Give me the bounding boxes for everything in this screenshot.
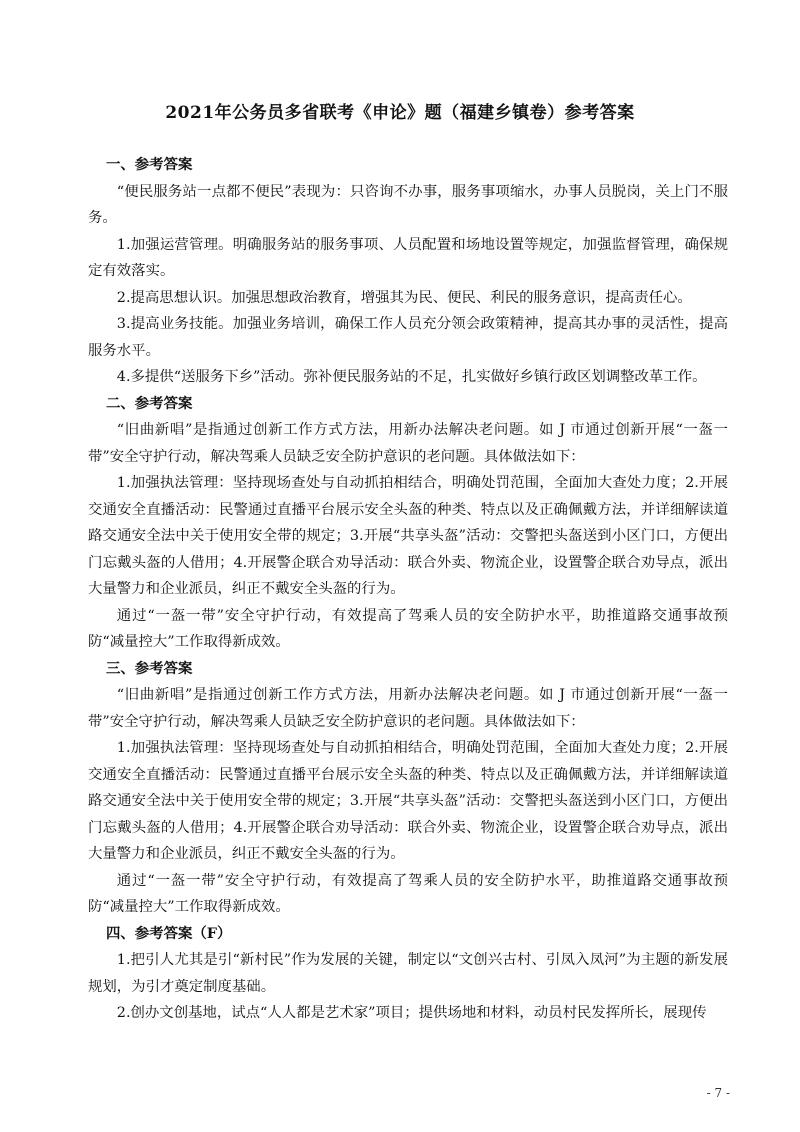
paragraph: “旧曲新唱”是指通过创新工作方式方法，用新办法解决老问题。如 J 市通过创新开展“一盔一带”安全守护行动，解决驾乘人员缺乏安全防护意识的老问题。具体做法如下： — [88, 687, 728, 730]
section-heading: 一、参考答案 — [106, 156, 193, 173]
section-heading: 四、参考答案（F） — [106, 924, 232, 942]
paragraph: “旧曲新唱”是指通过创新工作方式方法，用新办法解决老问题。如 J 市通过创新开展“一盔一带”安全守护行动，解决驾乘人员缺乏安全防护意识的老问题。具体做法如下： — [88, 422, 728, 465]
paragraph: “便民服务站一点都不便民”表现为：只咨询不办事，服务事项缩水，办事人员脱岗，关上门不服务。 — [88, 183, 728, 226]
paragraph: 4.多提供“送服务下乡”活动。弥补便民服务站的不足，扎实做好乡镇行政区划调整改革工作。 — [116, 369, 707, 385]
paragraph: 通过“一盔一带”安全守护行动，有效提高了驾乘人员的安全防护水平，助推道路交通事故预防“减量控大”工作取得新成效。 — [88, 872, 728, 915]
page-number: - 7 - — [706, 1086, 730, 1100]
paragraph: 1.加强执法管理：坚持现场查处与自动抓拍相结合，明确处罚范围，全面加大查处力度；2.开展交通安全直播活动：民警通过直播平台展示安全头盔的种类、特点以及正确佩戴方法，并详细解读道路交通安全法中关于使用安全带的规定；3.开展“共享头盔”活动：交警把头盔送到小区门口，方便出门忘戴头盔的人借用；4.开展警企联合劝导活动：联合外卖、物流企业，设置警企联合劝导点，派出大量警力和企业派员，纠正不戴安全头盔的行为。 — [88, 475, 728, 597]
paragraph: 2.创办文创基地，试点“人人都是艺术家”项目；提供场地和材料，动员村民发挥所长，展现传 — [116, 1005, 707, 1021]
section-heading: 二、参考答案 — [106, 394, 193, 412]
section-heading: 三、参考答案 — [106, 659, 193, 677]
paragraph: 2.提高思想认识。加强思想政治教育，增强其为民、便民、利民的服务意识，提高责任心。 — [116, 289, 692, 306]
paragraph: 1.加强执法管理：坚持现场查处与自动抓拍相结合，明确处罚范围，全面加大查处力度；2.开展交通安全直播活动：民警通过直播平台展示安全头盔的种类、特点以及正确佩戴方法，并详细解读道路交通安全法中关于使用安全带的规定；3.开展“共享头盔”活动：交警把头盔送到小区门口，方便出门忘戴头盔的人借用；4.开展警企联合劝导活动：联合外卖、物流企业，设置警企联合劝导点，派出大量警力和企业派员，纠正不戴安全头盔的行为。 — [88, 740, 728, 862]
document-title: 2021年公务员多省联考《申论》题（福建乡镇卷）参考答案 — [165, 103, 635, 123]
paragraph: 3.提高业务技能。加强业务培训，确保工作人员充分领会政策精神，提高其办事的灵活性，提高服务水平。 — [88, 316, 728, 359]
paragraph: 1.把引人尤其是引“新村民”作为发展的关键，制定以“文创兴古村、引凤入凤河”为主题的新发展规划，为引才奠定制度基础。 — [88, 952, 728, 995]
document-body — [88, 152, 728, 1027]
paragraph: 通过“一盔一带”安全守护行动，有效提高了驾乘人员的安全防护水平，助推道路交通事故预防“减量控大”工作取得新成效。 — [88, 607, 728, 650]
paragraph: 1.加强运营管理。明确服务站的服务事项、人员配置和场地设置等规定，加强监督管理，确保规定有效落实。 — [88, 236, 728, 279]
